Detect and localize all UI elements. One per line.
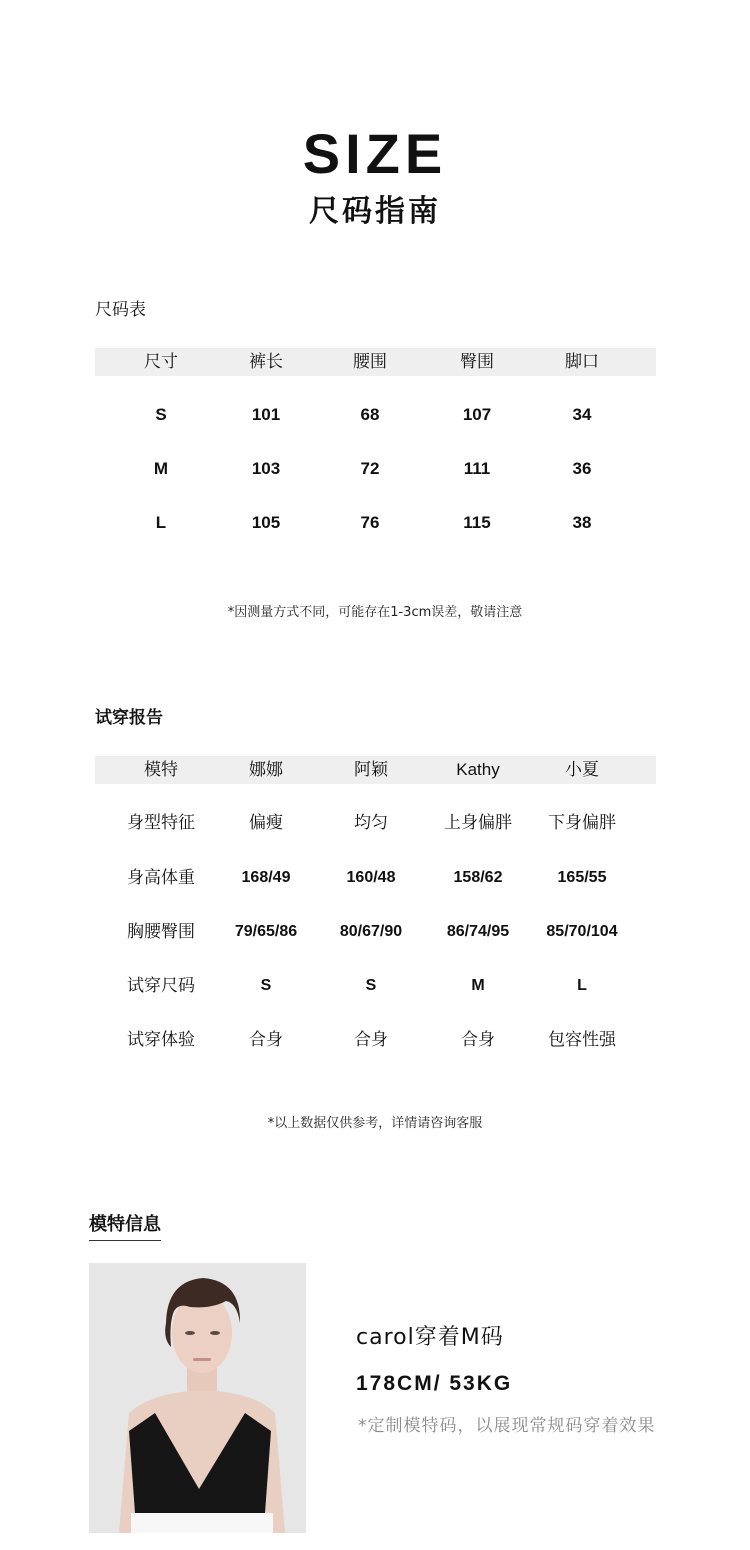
row-label: 身高体重: [127, 868, 195, 888]
fit-report-label: 试穿报告: [95, 708, 163, 728]
waist-cell: 76: [360, 513, 380, 532]
table-row: [95, 918, 656, 946]
size-cell: L: [155, 513, 167, 532]
table-row: [95, 972, 656, 1000]
fit-cell: 86/74/95: [446, 923, 510, 940]
fit-cell: 168/49: [241, 869, 291, 886]
table-row: [95, 401, 656, 429]
hem-cell: 38: [572, 513, 592, 532]
fit-report-note: *以上数据仅供参考，详情请咨询客服: [267, 1116, 483, 1131]
fit-cell: S: [365, 977, 377, 994]
row-label: 试穿尺码: [127, 976, 195, 996]
row-label: 身型特征: [127, 813, 195, 833]
fit-cell: 上身偏胖: [444, 813, 512, 833]
size-table-note: *因测量方式不同，可能存在1-3cm误差，敬请注意: [227, 605, 523, 620]
size-table-header: [95, 348, 656, 376]
hem-cell: 36: [572, 459, 592, 478]
length-cell: 103: [251, 459, 281, 478]
fit-col-header: 模特: [144, 760, 178, 780]
hip-cell: 115: [463, 513, 491, 532]
fit-cell: 均匀: [354, 813, 388, 833]
model-note: *定制模特码，以展现常规码穿着效果: [358, 1416, 656, 1436]
fit-col-header: 小夏: [565, 760, 599, 780]
fit-cell: 合身: [249, 1030, 283, 1050]
model-photo: [89, 1263, 306, 1533]
table-row: [95, 1026, 656, 1054]
hem-cell: 34: [572, 405, 592, 424]
row-label: 试穿体验: [127, 1030, 195, 1050]
model-fit-text: carol穿着M码: [356, 1325, 504, 1350]
page-title-cn: 尺码指南: [309, 194, 441, 229]
fit-cell: 165/55: [557, 869, 607, 886]
fit-cell: 偏瘦: [249, 813, 283, 833]
model-measurements: 178CM/ 53KG: [356, 1372, 513, 1395]
size-cell: M: [153, 459, 169, 478]
waist-cell: 68: [360, 405, 380, 424]
fit-cell: M: [471, 977, 485, 994]
size-col-header: 腰围: [353, 352, 387, 372]
size-col-header: 脚口: [565, 352, 599, 372]
waist-cell: 72: [360, 459, 380, 478]
fit-cell: S: [260, 977, 272, 994]
size-cell: S: [155, 405, 167, 424]
fit-cell: 85/70/104: [546, 923, 618, 940]
size-col-header: 尺寸: [144, 352, 178, 372]
size-col-header: 裤长: [249, 352, 283, 372]
fit-col-header: 娜娜: [249, 760, 283, 780]
fit-cell: 158/62: [453, 869, 503, 886]
table-row: [95, 509, 656, 537]
length-cell: 101: [251, 405, 281, 424]
table-row: [95, 809, 656, 837]
model-info-heading: 模特信息: [89, 1212, 161, 1241]
fit-cell: 包容性强: [548, 1030, 616, 1050]
hip-cell: 111: [463, 459, 491, 478]
fit-col-header: 阿颖: [354, 760, 388, 780]
fit-report-header: [95, 756, 656, 784]
fit-cell: 合身: [461, 1030, 495, 1050]
size-col-header: 臀围: [460, 352, 494, 372]
fit-cell: 合身: [354, 1030, 388, 1050]
size-table-label: 尺码表: [95, 300, 146, 320]
fit-cell: 79/65/86: [234, 923, 298, 940]
length-cell: 105: [251, 513, 281, 532]
fit-cell: L: [577, 977, 587, 994]
fit-cell: 下身偏胖: [548, 813, 616, 833]
table-row: [95, 455, 656, 483]
fit-col-header: Kathy: [456, 760, 500, 779]
hip-cell: 107: [462, 405, 492, 424]
fit-cell: 160/48: [346, 869, 396, 886]
fit-cell: 80/67/90: [339, 923, 403, 940]
row-label: 胸腰臀围: [127, 922, 195, 942]
page-title-en: SIZE: [302, 122, 448, 185]
table-row: [95, 864, 656, 892]
